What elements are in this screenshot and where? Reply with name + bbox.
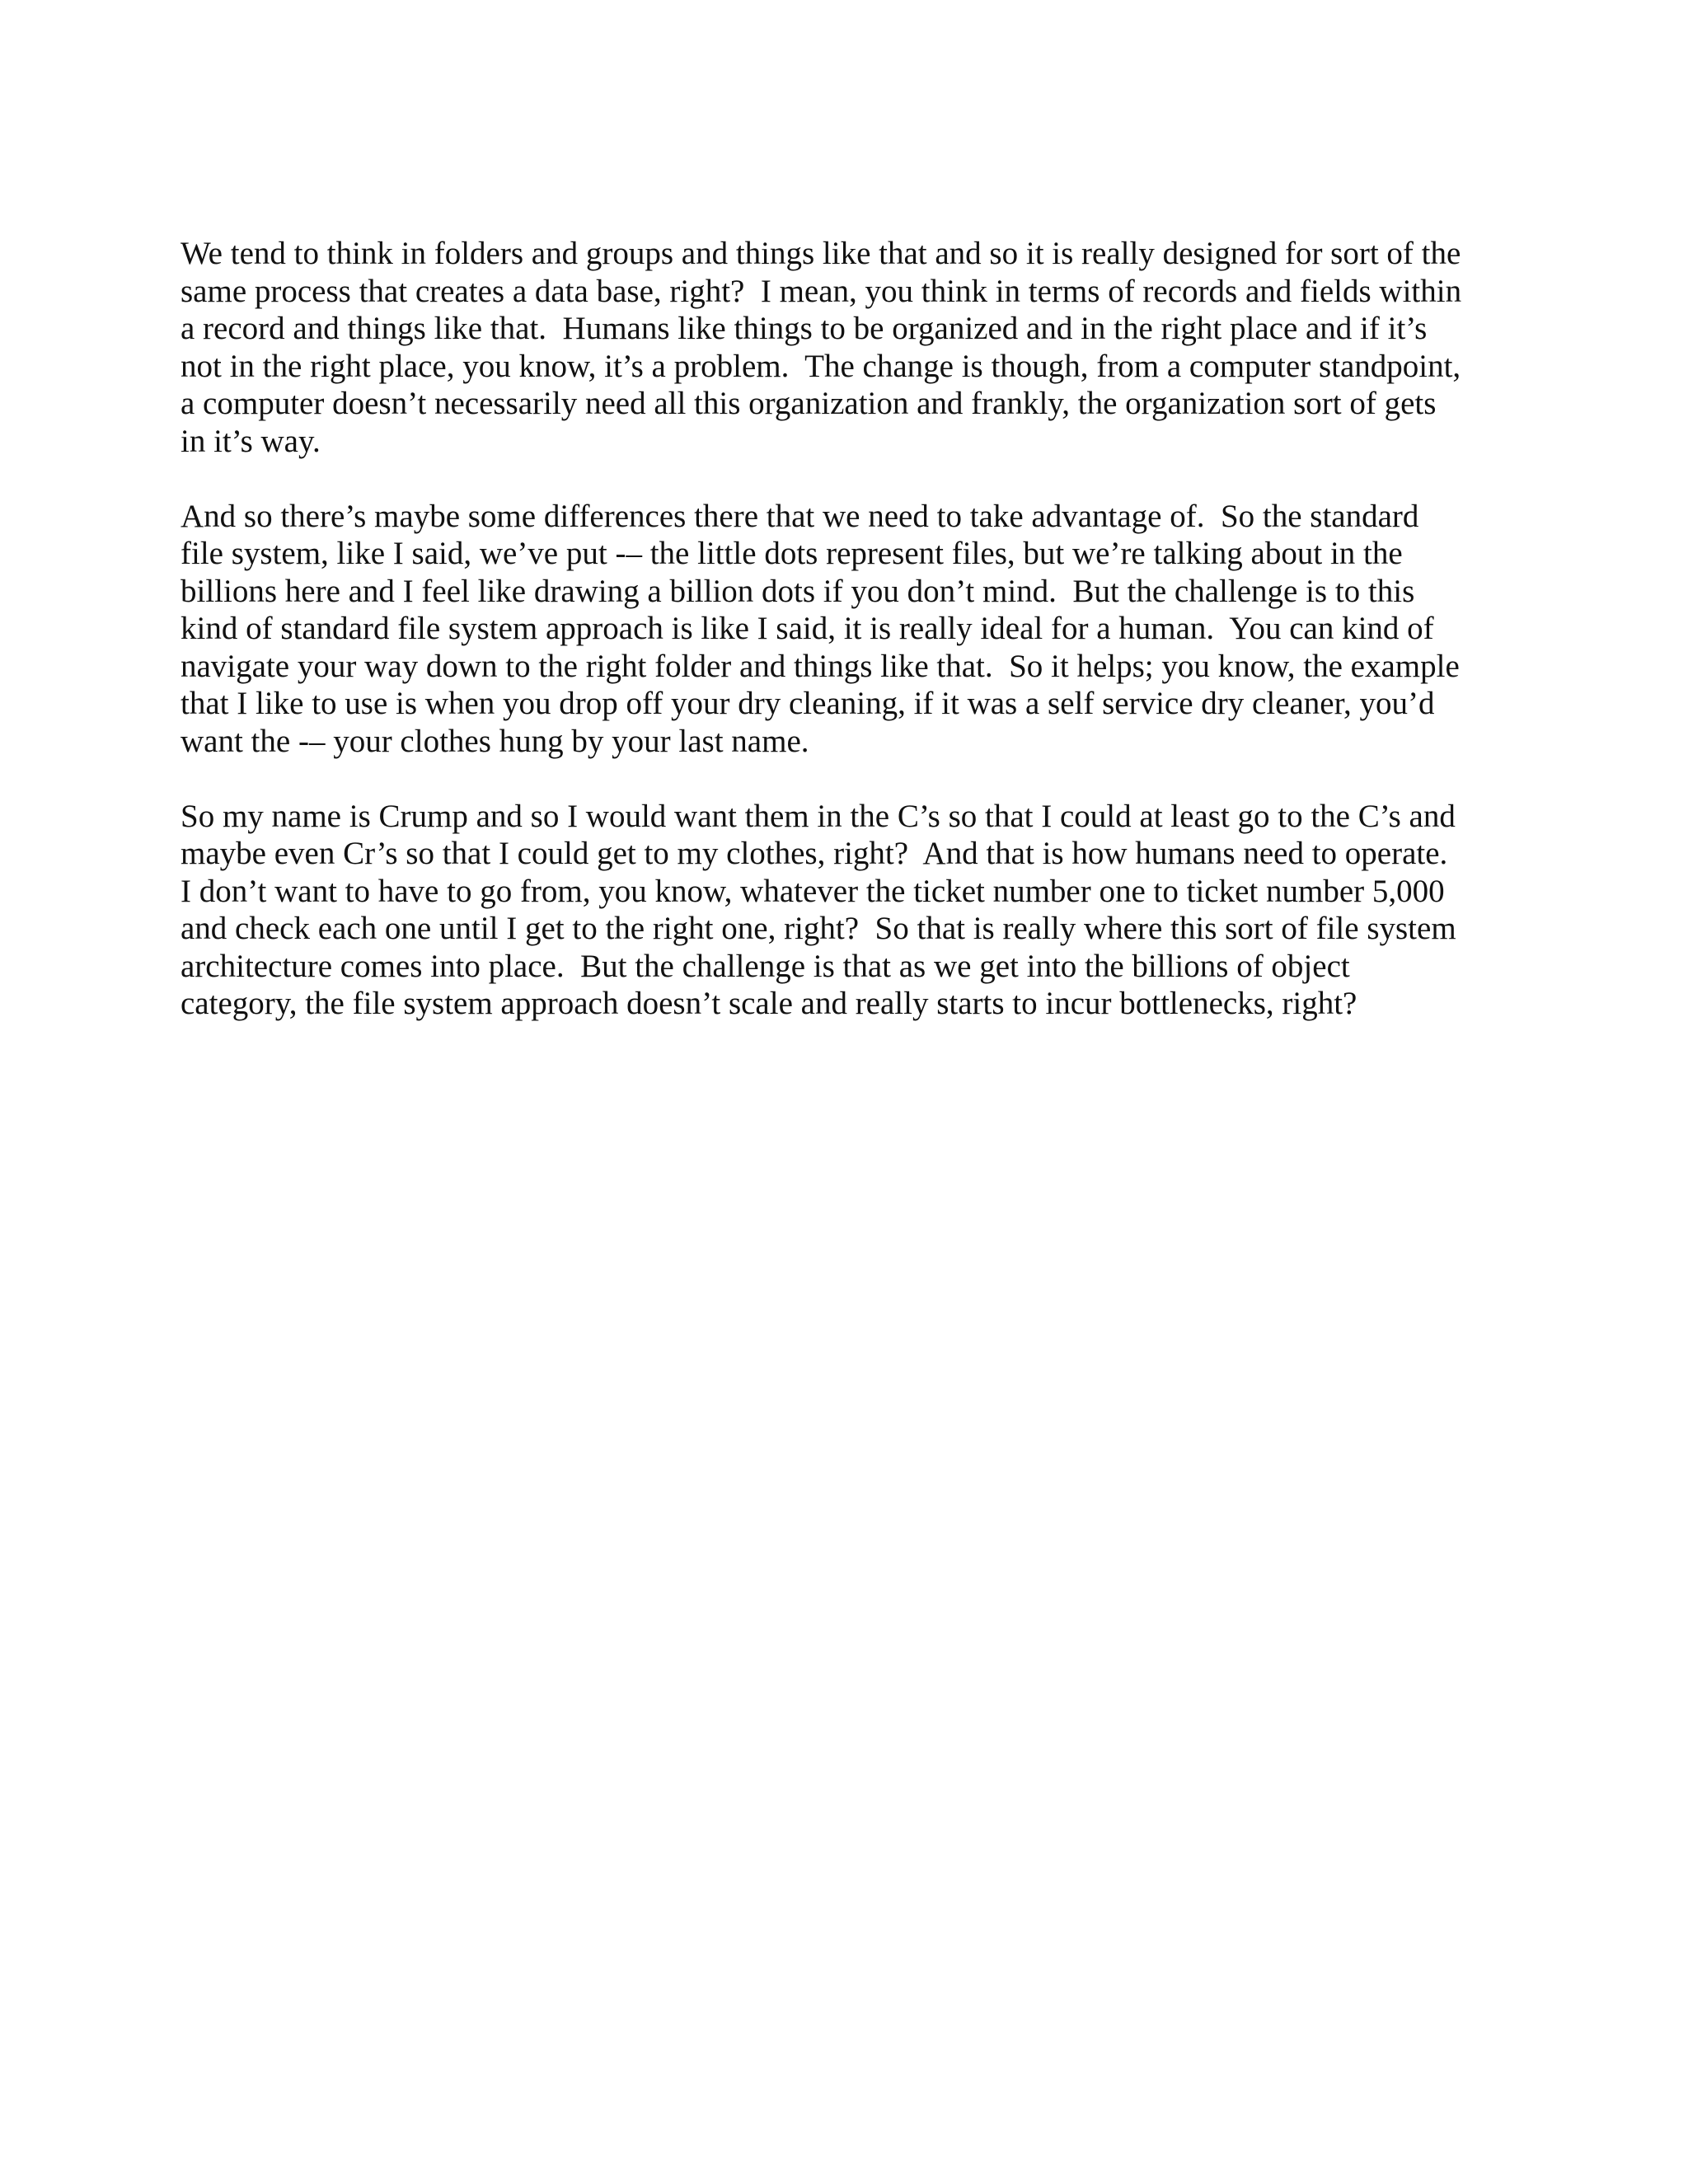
paragraph-line: maybe even Cr’s so that I could get to my clothes, right? And that is how humans need to operate. <box>181 836 1448 871</box>
paragraph-line: a computer doesn’t necessarily need all this organization and frankly, the organization sort of gets <box>181 386 1437 421</box>
paragraph-line: in it’s way. <box>181 423 321 459</box>
paragraph-line: kind of standard file system approach is like I said, it is really ideal for a human. You can kind of <box>181 611 1434 646</box>
paragraph-line: architecture comes into place. But the challenge is that as we get into the billions of object <box>181 948 1350 984</box>
paragraph-line: billions here and I feel like drawing a billion dots if you don’t mind. But the challenge is to this <box>181 573 1415 609</box>
paragraph-line: category, the file system approach doesn’t scale and really starts to incur bottlenecks, right? <box>181 986 1357 1021</box>
paragraph-line: file system, like I said, we’ve put -– the little dots represent files, but we’re talking about in the <box>181 536 1403 571</box>
paragraph-line: and check each one until I get to the right one, right? So that is really where this sort of file system <box>181 911 1456 946</box>
transcript-body <box>181 235 1516 1060</box>
paragraph-line: navigate your way down to the right folder and things like that. So it helps; you know, the example <box>181 648 1460 684</box>
paragraph-line: that I like to use is when you drop off your dry cleaning, if it was a self service dry cleaner, you’d <box>181 686 1435 721</box>
paragraph-line: I don’t want to have to go from, you know, whatever the ticket number one to ticket number 5,000 <box>181 873 1445 909</box>
paragraph-line: So my name is Crump and so I would want them in the C’s so that I could at least go to the C’s and <box>181 798 1456 834</box>
paragraph-line: We tend to think in folders and groups and things like that and so it is really designed for sort of the <box>181 236 1461 271</box>
paragraph-1 <box>181 235 1516 460</box>
paragraph-line: want the -– your clothes hung by your last name. <box>181 723 809 759</box>
paragraph-line: not in the right place, you know, it’s a problem. The change is though, from a computer standpoint, <box>181 348 1461 384</box>
paragraph-3 <box>181 798 1516 1023</box>
paragraph-line: a record and things like that. Humans like things to be organized and in the right place and if it’s <box>181 311 1428 346</box>
paragraph-line: same process that creates a data base, right? I mean, you think in terms of records and fields within <box>181 273 1462 309</box>
paragraph-2 <box>181 498 1516 761</box>
paragraph-line: And so there’s maybe some differences there that we need to take advantage of. So the standard <box>181 498 1419 534</box>
